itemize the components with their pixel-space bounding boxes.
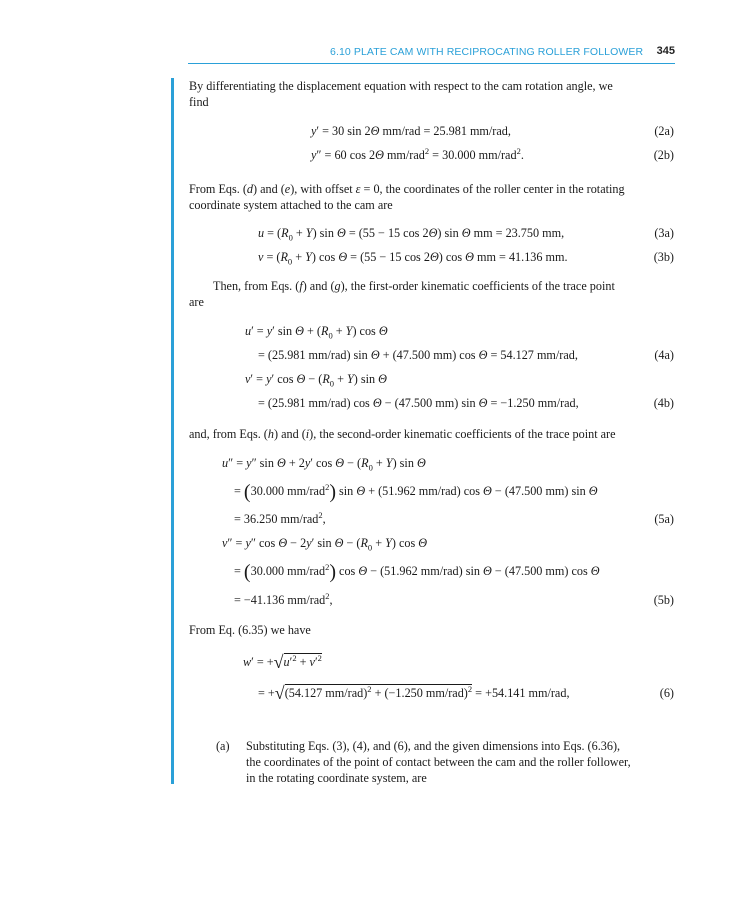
equation-4a-def: u′ = y′ $\sin \Theta + (R_0 + Y)$ cos Θ (245, 324, 388, 341)
margin-bar (171, 78, 174, 784)
value-y2: 30.000 mm/rad (442, 148, 517, 162)
list-item-label: (a) (216, 739, 230, 753)
equation-2b: y″ = 60 cos 2Θ mm/rad$^2$ = 30.000 mm/rad$^2$. (311, 145, 524, 162)
value-v2: −41.136 mm/rad (243, 593, 326, 607)
equation-5a: = 36.250 mm/rad$^2$, (234, 509, 326, 526)
page-number: 345 (656, 45, 675, 57)
paragraph-line: From Eq. (6.35) we have (189, 623, 311, 637)
equation-3b: $v = (R_0 + Y)$ cos Θ = (55 − 15 cos 2Θ) cos Θ mm = 41.136 mm. (258, 250, 568, 267)
equation-5a-expansion: = (30.000 mm/rad$^2$) sin Θ + (51.962 mm/rad) cos Θ − (47.500 mm) sin Θ (234, 481, 598, 503)
paragraph-line: Then, from Eqs. (f) and (g), the first-order kinematic coefficients of the trace point (213, 279, 615, 293)
header-rule (188, 63, 675, 64)
value-u1: 54.127 mm/rad (500, 348, 575, 362)
value-u: 23.750 mm (505, 226, 562, 240)
value-w1: +54.141 mm/rad (485, 686, 567, 700)
equation-6-def: $w' = +√u'^2 + v'^2$ (243, 652, 322, 672)
value-v1: −1.250 mm/rad (500, 396, 576, 410)
list-item-line: Substituting Eqs. (3), (4), and (6), and the given dimensions into Eqs. (6.36), (246, 739, 621, 753)
equation-number: (2a) (654, 124, 674, 138)
equation-number: (5a) (654, 512, 674, 526)
paragraph-line: coordinate system attached to the cam are (189, 198, 393, 212)
equation-number: (5b) (653, 593, 674, 607)
running-header (330, 46, 675, 64)
equation-4a: = (25.981 mm/rad) sin Θ + (47.500 mm) cos Θ = 54.127 mm/rad, (258, 348, 578, 362)
equation-5b: = −41.136 mm/rad$^2$, (234, 590, 333, 607)
equation-number: (4b) (653, 396, 674, 410)
equation-6: = +√(54.127 mm/rad)$^2$ + (−1.250 mm/rad)$^2$ = +54.141 mm/rad, (258, 683, 570, 703)
equation-number: (6) (659, 686, 674, 700)
list-item-line: in the rotating coordinate system, are (246, 771, 427, 785)
equation-number: (2b) (653, 148, 674, 162)
equation-number: (3b) (653, 250, 674, 264)
value-v: 41.136 mm (508, 250, 565, 264)
equation-5a-def: u″ = y″ sin Θ + 2y′ $\cos \Theta - (R_0 + Y)$ sin Θ (222, 456, 426, 473)
paragraph-line: are (189, 295, 204, 309)
section-title: 6.10 PLATE CAM WITH RECIPROCATING ROLLER FOLLOWER (330, 46, 644, 58)
equation-4b-def: v′ = y′ $\cos \Theta - (R_0 + Y)$ sin Θ (245, 372, 387, 389)
equation-4b: = (25.981 mm/rad) cos Θ − (47.500 mm) sin Θ = −1.250 mm/rad, (258, 396, 579, 410)
value-y1: 25.981 mm/rad (433, 124, 508, 138)
paragraph-line: and, from Eqs. (h) and (i), the second-order kinematic coefficients of the trace point are (189, 427, 616, 441)
equation-3a: $u = (R_0 + Y)$ sin Θ = (55 − 15 cos 2Θ) sin Θ mm = 23.750 mm, (258, 226, 565, 243)
equation-2a: y′ = 30 sin 2Θ mm/rad = 25.981 mm/rad, (311, 124, 511, 138)
paragraph-line: From Eqs. (d) and (e), with offset ε = 0, the coordinates of the roller center in the rotating (189, 182, 625, 196)
equation-5b-expansion: = (30.000 mm/rad$^2$) cos Θ − (51.962 mm/rad) sin Θ − (47.500 mm) cos Θ (234, 561, 600, 583)
paragraph-line: By differentiating the displacement equation with respect to the cam rotation angle, we (189, 79, 613, 93)
equation-number: (3a) (654, 226, 674, 240)
list-item-line: the coordinates of the point of contact between the cam and the roller follower, (246, 755, 631, 769)
paragraph-line: find (189, 95, 209, 109)
equation-5b-def: v″ = y″ cos Θ − 2y′ $\sin \Theta - (R_0 + Y)$ cos Θ (222, 536, 428, 553)
equation-number: (4a) (654, 348, 674, 362)
value-u2: 36.250 mm/rad (243, 512, 319, 526)
